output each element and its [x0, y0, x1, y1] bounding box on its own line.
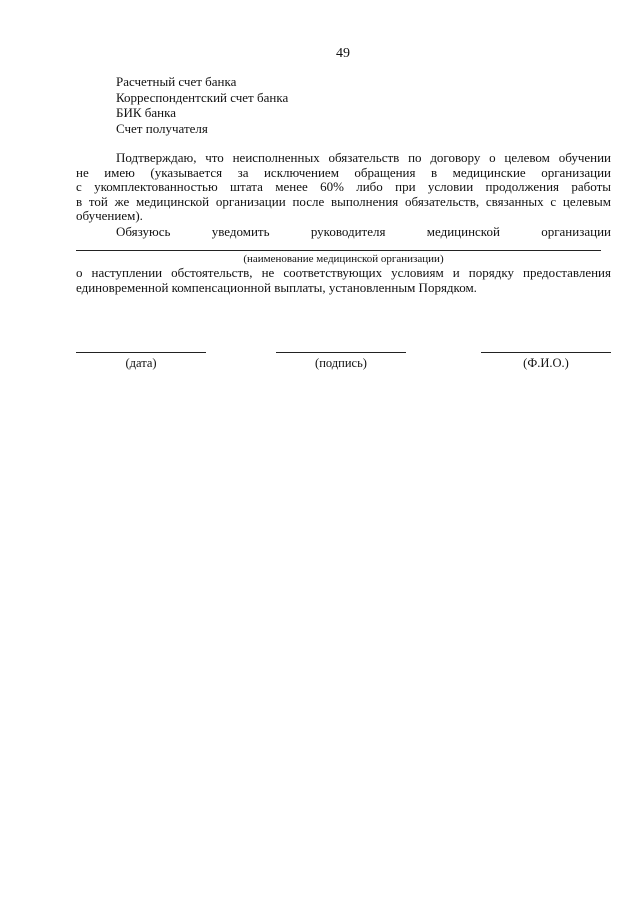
page-number: 49: [336, 46, 350, 61]
paragraph-line: с укомплектованностью штата менее 60% либо при условии продолжения работы: [76, 179, 611, 195]
signature-blank: [276, 352, 406, 353]
full-name-blank: [481, 352, 611, 353]
full-name-caption: (Ф.И.О.): [523, 356, 569, 370]
paragraph-line: в той же медицинской организации после выполнения обязательств, связанных с целевым: [76, 193, 611, 209]
paragraph-line: единовременной компенсационной выплаты, установленным Порядком.: [76, 279, 477, 295]
paragraph-line: обучением).: [76, 208, 143, 224]
notice-paragraph: [76, 266, 611, 295]
paragraph-line: о наступлении обстоятельств, не соответствующих условиям и порядку предоставления: [76, 265, 611, 280]
paragraph-line: не имею (указывается за исключением обращения в медицинские организации: [76, 164, 611, 180]
bank-field-settlement-account: Расчетный счет банка: [116, 74, 237, 89]
signature-caption: (подпись): [315, 356, 367, 370]
bank-field-correspondent-account: Корреспондентский счет банка: [116, 89, 289, 105]
bank-details-list: [116, 74, 288, 136]
bank-field-bik: БИК банка: [116, 105, 177, 120]
bank-field-recipient-account: Счет получателя: [116, 120, 208, 136]
organization-name-caption: (наименование медицинской организации): [243, 253, 444, 265]
organization-name-blank: [76, 250, 601, 251]
paragraph-line: Подтверждаю, что неисполненных обязательств по договору о целевом обучении: [116, 150, 611, 165]
paragraph-line: Обязуюсь уведомить руководителя медицинской организации: [116, 224, 611, 239]
confirmation-paragraph: [76, 151, 611, 224]
date-blank: [76, 352, 206, 353]
date-caption: (дата): [125, 356, 157, 370]
obligation-paragraph: [76, 225, 611, 240]
